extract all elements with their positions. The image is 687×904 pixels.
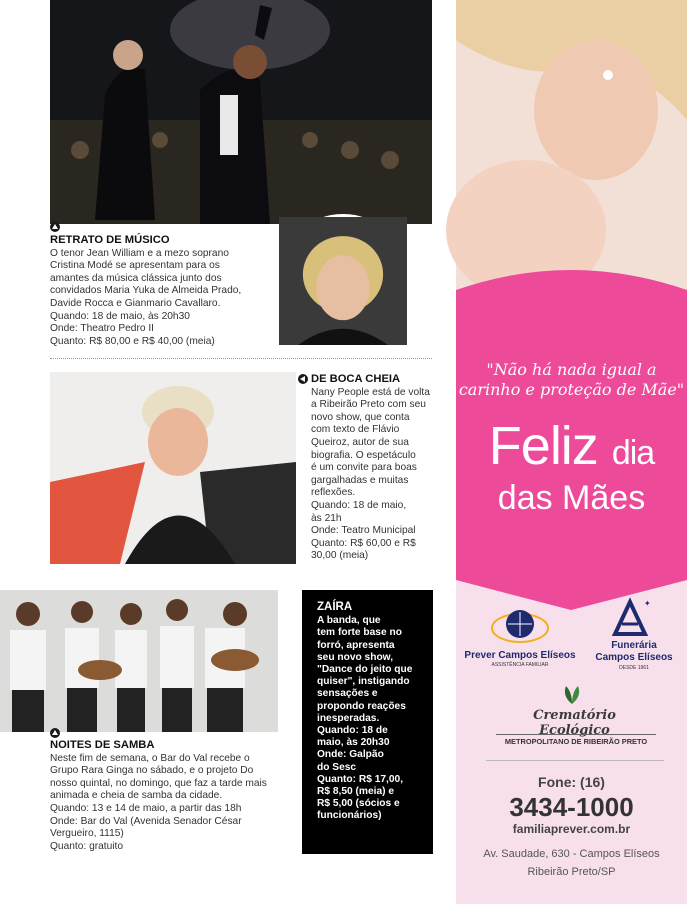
boca-line: reflexões.	[311, 487, 356, 499]
boca-line: 30,00 (meia)	[311, 550, 369, 562]
retrato-line: O tenor Jean William e a mezo soprano	[50, 247, 229, 259]
samba-line: Quanto: gratuito	[50, 840, 124, 852]
crematorio-name: Crematório Ecológico	[533, 708, 616, 738]
boca-line: Onde: Teatro Municipal	[311, 525, 416, 537]
samba-line: nosso quintal, no domingo, que faz a tarde mais	[50, 777, 267, 789]
mother-baby-photo	[456, 0, 687, 330]
zaira-line: R$ 8,50 (meia) e	[317, 786, 395, 798]
zaira-line: Quando: 18 de	[317, 725, 388, 737]
zaira-line: Onde: Galpão	[317, 749, 384, 761]
funeraria-logo-line2: Campos Elíseos	[595, 652, 673, 663]
phone-label: Fone: (16)	[538, 774, 605, 790]
zaira-line: maio, às 20h30	[317, 737, 390, 749]
funeraria-logo-sub: DESDE 1961	[619, 665, 649, 671]
samba-arrow-icon	[50, 728, 60, 738]
samba-group-photo	[0, 590, 278, 732]
retrato-article	[50, 234, 280, 348]
retrato-line: Quanto: R$ 80,00 e R$ 40,00 (meia)	[50, 335, 215, 347]
samba-line: Vergueiro, 1115)	[50, 828, 124, 840]
prever-logo-name: Prever Campos Elíseos	[464, 650, 576, 661]
samba-line: Neste fim de semana, o Bar do Val recebe o	[50, 752, 250, 764]
address-line1: Av. Saudade, 630 - Campos Elíseos	[483, 848, 660, 860]
boca-line: Queiroz, autor de sua	[311, 436, 409, 448]
ad-das-maes: das Mães	[497, 479, 646, 517]
samba-article	[50, 739, 298, 853]
concert-photo	[50, 0, 432, 224]
zaira-line: "Dance do jeito que	[317, 664, 413, 676]
boca-arrow-icon	[298, 374, 308, 384]
ad-divider	[486, 760, 664, 761]
zaira-line: propondo reações	[317, 700, 406, 712]
boca-line: Nany People está de volta	[311, 386, 430, 398]
boca-line: gargalhadas e muitas	[311, 474, 409, 486]
samba-line: animada e cheia de samba da cidade.	[50, 790, 223, 802]
boca-line: às 21h	[311, 512, 342, 524]
address-line2: Ribeirão Preto/SP	[527, 866, 616, 878]
funeraria-logo-icon	[610, 598, 650, 636]
boca-line: a Ribeirão Preto com seu	[311, 399, 426, 411]
retrato-line: Onde: Theatro Pedro II	[50, 323, 155, 335]
soprano-portrait	[276, 214, 410, 348]
ad-quote	[456, 360, 687, 400]
crematorio-sub: METROPOLITANO DE RIBEIRÃO PRETO	[496, 734, 656, 746]
zaira-line: inesperadas.	[317, 712, 380, 724]
samba-line: Grupo Rara Ginga no sábado, e o projeto Do	[50, 765, 254, 777]
zaira-line: forró, apresenta	[317, 639, 395, 651]
boca-line: novo show, que conta	[311, 411, 410, 423]
ad-quote-line: "Não há nada igual a	[486, 360, 657, 379]
leaf-icon	[560, 684, 584, 706]
ad-dia: dia	[611, 434, 655, 472]
nany-people-photo	[50, 372, 296, 564]
samba-line: Onde: Bar do Val (Avenida Senador César	[50, 815, 242, 827]
zaira-line: funcionários)	[317, 810, 382, 822]
retrato-line: Cristina Modé se apresentam para os	[50, 260, 220, 272]
retrato-heading: RETRATO DE MÚSICO	[50, 234, 170, 246]
funeraria-logo-line1: Funerária	[611, 640, 657, 651]
prever-globe-icon	[490, 606, 550, 644]
heart-shape-icon	[456, 540, 687, 610]
zaira-line: seu novo show,	[317, 651, 394, 663]
boca-line: é um convite para boas	[311, 462, 417, 474]
retrato-line: convidados Maria Yuka de Almeida Prado,	[50, 285, 242, 297]
svg-text:✦: ✦	[644, 599, 651, 608]
zaira-heading: ZAÍRA	[317, 601, 353, 613]
zaira-line: do Sesc	[317, 761, 357, 773]
ad-feliz: Feliz	[488, 416, 598, 476]
boca-line: Quanto: R$ 60,00 e R$	[311, 537, 416, 549]
zaira-line: tem forte base no	[317, 627, 402, 639]
zaira-box	[302, 590, 433, 854]
zaira-line: A banda, que	[317, 615, 381, 627]
boca-line: Quando: 18 de maio,	[311, 499, 407, 511]
boca-heading: DE BOCA CHEIA	[311, 373, 401, 385]
zaira-line: sensações e	[317, 688, 378, 700]
boca-line: biografia. O espetáculo	[311, 449, 416, 461]
retrato-arrow-icon	[50, 222, 60, 232]
phone-number: 3434-1000	[509, 792, 634, 822]
ad-headline	[456, 418, 687, 481]
retrato-line: amantes da música clássica junto dos	[50, 272, 222, 284]
zaira-line: Quanto: R$ 17,00,	[317, 773, 404, 785]
mothers-day-ad	[456, 0, 687, 904]
boca-article	[311, 373, 437, 563]
ad-quote-line: carinho e proteção de Mãe"	[458, 380, 685, 399]
retrato-line: Quando: 18 de maio, às 20h30	[50, 310, 190, 322]
boca-line: com texto de Flávio	[311, 424, 400, 436]
samba-heading: NOITES DE SAMBA	[50, 739, 155, 751]
samba-line: Quando: 13 e 14 de maio, a partir das 18h	[50, 802, 242, 814]
section-divider	[50, 358, 432, 359]
zaira-line: R$ 5,00 (sócios e	[317, 798, 400, 810]
retrato-line: Davide Rocca e Gianmario Cavallaro.	[50, 297, 221, 309]
zaira-line: quiser", instigando	[317, 676, 410, 688]
prever-logo-sub: ASSISTÊNCIA FAMILIAR	[491, 662, 549, 668]
website: familiaprever.com.br	[512, 822, 631, 836]
